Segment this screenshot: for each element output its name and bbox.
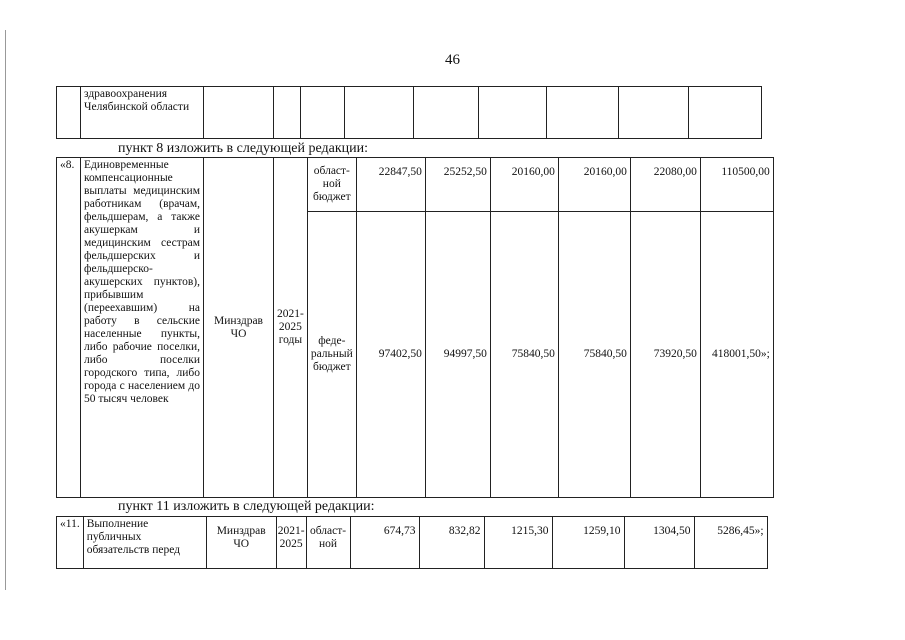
table-row (57, 517, 768, 569)
value-cell: 73920,50 (630, 212, 700, 498)
item-number: «11. (57, 517, 84, 569)
item-8-table (56, 157, 774, 498)
value-cell: 5286,45»; (694, 517, 767, 569)
item-name: здравоохранения Челябинской области (84, 88, 190, 113)
years: 2021-2025 годы (274, 158, 308, 498)
value-cell: 832,82 (419, 517, 484, 569)
value-cell: 1215,30 (484, 517, 552, 569)
value-cell: 22080,00 (630, 158, 700, 212)
value-cell: 25252,50 (425, 158, 490, 212)
table-row (57, 87, 762, 139)
continuation-table (56, 86, 762, 139)
item-name: Единовременные компенсационные выплаты медицинским работникам (врачам, фельдшерам, а также акушеркам и медицинским сестрам фельдшерских и фельдшерско-акушерских пунктов), прибывшим (переехавшим) на работу в сельские населенные пункты, либо рабочие поселки, либо поселки городского типа, либо города с населением до 50 тысяч человек (81, 158, 204, 498)
instruction-point-8: пункт 8 изложить в следующей редакции: (118, 141, 368, 156)
page-margin-rule (5, 30, 6, 590)
value-cell: 418001,50»; (700, 212, 773, 498)
value-cell: 110500,00 (700, 158, 773, 212)
value-cell: 20160,00 (558, 158, 630, 212)
value-cell: 94997,50 (425, 212, 490, 498)
value-cell: 1304,50 (624, 517, 694, 569)
years: 2021-2025 (276, 517, 306, 569)
item-name: Выполнение публичных обязательств перед (83, 517, 206, 569)
item-11-table (56, 516, 768, 569)
value-cell: 674,73 (350, 517, 419, 569)
executor: Минздрав ЧО (204, 158, 274, 498)
funding-source: област-ной (306, 517, 350, 569)
funding-source: област-ной бюджет (307, 158, 356, 212)
item-number: «8. (57, 158, 81, 498)
instruction-point-11: пункт 11 изложить в следующей редакции: (118, 499, 375, 514)
table-row (57, 158, 774, 212)
value-cell: 20160,00 (490, 158, 558, 212)
value-cell: 1259,10 (552, 517, 624, 569)
value-cell: 75840,50 (558, 212, 630, 498)
value-cell: 22847,50 (356, 158, 425, 212)
value-cell: 97402,50 (356, 212, 425, 498)
value-cell: 75840,50 (490, 212, 558, 498)
page-number: 46 (445, 52, 460, 68)
cell-number (57, 87, 81, 139)
cell-name (81, 87, 204, 139)
executor: Минздрав ЧО (206, 517, 276, 569)
funding-source: феде-ральный бюджет (307, 212, 356, 498)
